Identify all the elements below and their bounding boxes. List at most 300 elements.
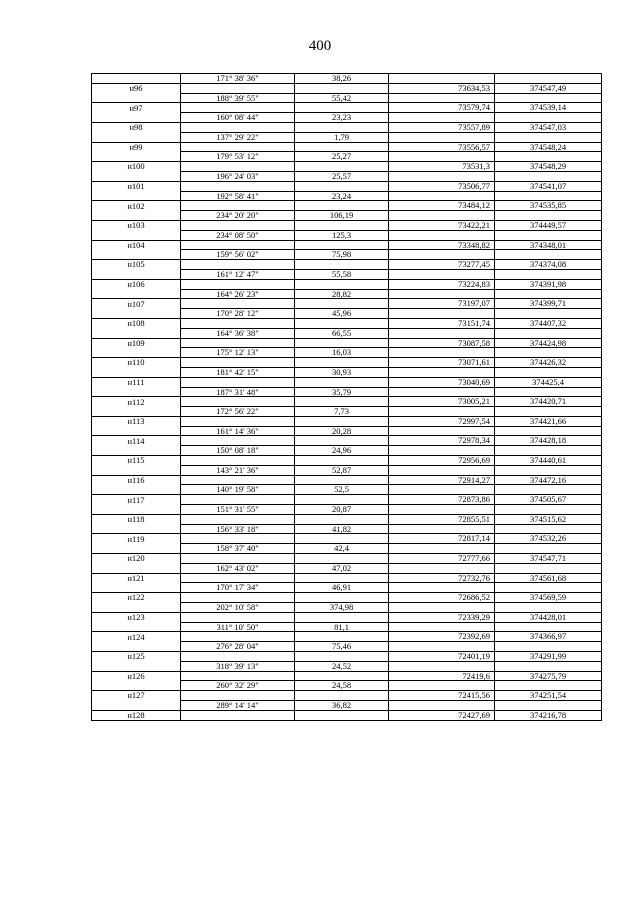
x-coordinate-cell: 73422,21: [389, 220, 495, 230]
segment-length-cell: [295, 122, 389, 132]
x-coordinate-cell: 72914,27: [389, 475, 495, 485]
x-coordinate-cell: [389, 269, 495, 279]
point-name-cell: н103: [92, 220, 181, 230]
segment-row: [92, 524, 602, 534]
x-coordinate-cell: 73531,3: [389, 162, 495, 172]
point-name-cell: [92, 328, 181, 338]
point-name-cell: н118: [92, 514, 181, 524]
segment-row: [92, 387, 602, 397]
point-name-cell: [92, 348, 181, 358]
segment-row: [92, 113, 602, 123]
y-coordinate-cell: 374532,26: [495, 534, 602, 544]
point-name-cell: н121: [92, 573, 181, 583]
x-coordinate-cell: 73557,89: [389, 122, 495, 132]
segment-length-cell: 25,27: [295, 152, 389, 162]
y-coordinate-cell: [495, 407, 602, 417]
direction-angle-cell: 175° 12' 13": [181, 348, 295, 358]
segment-length-cell: 24,52: [295, 661, 389, 671]
direction-angle-cell: 140° 19' 58": [181, 485, 295, 495]
direction-angle-cell: 187° 31' 48": [181, 387, 295, 397]
point-name-cell: н116: [92, 475, 181, 485]
point-row: [92, 240, 602, 250]
y-coordinate-cell: 374425,4: [495, 377, 602, 387]
x-coordinate-cell: 72419,6: [389, 671, 495, 681]
y-coordinate-cell: [495, 230, 602, 240]
direction-angle-cell: [181, 436, 295, 446]
x-coordinate-cell: [389, 583, 495, 593]
point-name-cell: н115: [92, 456, 181, 466]
y-coordinate-cell: [495, 622, 602, 632]
direction-angle-cell: [181, 358, 295, 368]
point-name-cell: н113: [92, 416, 181, 426]
point-name-cell: [92, 407, 181, 417]
segment-length-cell: 41,82: [295, 524, 389, 534]
segment-row: [92, 328, 602, 338]
direction-angle-cell: 311° 10' 50": [181, 622, 295, 632]
y-coordinate-cell: [495, 191, 602, 201]
point-name-cell: [92, 93, 181, 103]
segment-length-cell: [295, 652, 389, 662]
segment-row: [92, 446, 602, 456]
segment-length-cell: 75,98: [295, 250, 389, 260]
x-coordinate-cell: [389, 681, 495, 691]
y-coordinate-cell: 374547,03: [495, 122, 602, 132]
x-coordinate-cell: 73348,82: [389, 240, 495, 250]
direction-angle-cell: [181, 456, 295, 466]
segment-length-cell: 20,87: [295, 505, 389, 515]
segment-length-cell: [295, 573, 389, 583]
segment-length-cell: [295, 691, 389, 701]
segment-length-cell: 75,46: [295, 642, 389, 652]
point-name-cell: н120: [92, 554, 181, 564]
y-coordinate-cell: [495, 387, 602, 397]
point-row: [92, 514, 602, 524]
y-coordinate-cell: 374428,01: [495, 612, 602, 622]
y-coordinate-cell: [495, 113, 602, 123]
segment-row: [92, 465, 602, 475]
point-name-cell: н97: [92, 103, 181, 113]
segment-length-cell: [295, 279, 389, 289]
point-row: [92, 142, 602, 152]
direction-angle-cell: 164° 36' 38": [181, 328, 295, 338]
direction-angle-cell: 171° 38' 36": [181, 74, 295, 84]
y-coordinate-cell: 374440,61: [495, 456, 602, 466]
x-coordinate-cell: 73151,74: [389, 318, 495, 328]
direction-angle-cell: [181, 122, 295, 132]
table-body: [92, 74, 602, 721]
y-coordinate-cell: 374348,01: [495, 240, 602, 250]
direction-angle-cell: 143° 21' 36": [181, 465, 295, 475]
segment-length-cell: [295, 416, 389, 426]
x-coordinate-cell: 72817,14: [389, 534, 495, 544]
point-name-cell: н111: [92, 377, 181, 387]
point-name-cell: [92, 465, 181, 475]
direction-angle-cell: 192° 58' 41": [181, 191, 295, 201]
point-name-cell: [92, 701, 181, 711]
direction-angle-cell: 164° 26' 23": [181, 289, 295, 299]
direction-angle-cell: 276° 28' 04": [181, 642, 295, 652]
y-coordinate-cell: [495, 563, 602, 573]
direction-angle-cell: [181, 201, 295, 211]
y-coordinate-cell: [495, 328, 602, 338]
point-name-cell: [92, 309, 181, 319]
segment-length-cell: [295, 201, 389, 211]
point-name-cell: н112: [92, 397, 181, 407]
direction-angle-cell: 170° 28' 12": [181, 309, 295, 319]
point-name-cell: н100: [92, 162, 181, 172]
segment-row: [92, 407, 602, 417]
segment-length-cell: [295, 514, 389, 524]
segment-row: [92, 250, 602, 260]
point-name-cell: [92, 681, 181, 691]
segment-length-cell: 45,96: [295, 309, 389, 319]
x-coordinate-cell: 73634,53: [389, 83, 495, 93]
point-name-cell: [92, 289, 181, 299]
segment-row: [92, 230, 602, 240]
direction-angle-cell: 181° 42' 15": [181, 367, 295, 377]
x-coordinate-cell: 72732,76: [389, 573, 495, 583]
y-coordinate-cell: [495, 524, 602, 534]
segment-length-cell: 20,28: [295, 426, 389, 436]
direction-angle-cell: 150° 08' 18": [181, 446, 295, 456]
point-row: [92, 318, 602, 328]
point-row: [92, 495, 602, 505]
direction-angle-cell: [181, 338, 295, 348]
segment-length-cell: 23,23: [295, 113, 389, 123]
point-row: [92, 338, 602, 348]
direction-angle-cell: 160° 08' 44": [181, 113, 295, 123]
x-coordinate-cell: [389, 485, 495, 495]
y-coordinate-cell: 374421,66: [495, 416, 602, 426]
direction-angle-cell: [181, 632, 295, 642]
x-coordinate-cell: [389, 132, 495, 142]
segment-row: [92, 309, 602, 319]
segment-length-cell: 81,1: [295, 622, 389, 632]
segment-length-cell: [295, 397, 389, 407]
direction-angle-cell: 161° 12' 47": [181, 269, 295, 279]
y-coordinate-cell: 374216,78: [495, 710, 602, 720]
x-coordinate-cell: [389, 230, 495, 240]
x-coordinate-cell: [389, 407, 495, 417]
segment-length-cell: 36,82: [295, 701, 389, 711]
segment-length-cell: [295, 593, 389, 603]
x-coordinate-cell: 72956,69: [389, 456, 495, 466]
x-coordinate-cell: 73484,12: [389, 201, 495, 211]
segment-row: [92, 485, 602, 495]
point-name-cell: [92, 426, 181, 436]
direction-angle-cell: [181, 691, 295, 701]
segment-row: [92, 681, 602, 691]
segment-length-cell: [295, 436, 389, 446]
direction-angle-cell: 151° 31' 55": [181, 505, 295, 515]
y-coordinate-cell: [495, 681, 602, 691]
segment-length-cell: [295, 377, 389, 387]
segment-length-cell: [295, 103, 389, 113]
x-coordinate-cell: [389, 563, 495, 573]
direction-angle-cell: [181, 142, 295, 152]
y-coordinate-cell: [495, 171, 602, 181]
segment-length-cell: [295, 299, 389, 309]
y-coordinate-cell: 374449,57: [495, 220, 602, 230]
y-coordinate-cell: 374561,68: [495, 573, 602, 583]
point-row: [92, 593, 602, 603]
y-coordinate-cell: 374426,32: [495, 358, 602, 368]
x-coordinate-cell: [389, 289, 495, 299]
segment-row: [92, 661, 602, 671]
point-name-cell: н99: [92, 142, 181, 152]
segment-row: [92, 642, 602, 652]
segment-row: [92, 152, 602, 162]
segment-row: [92, 171, 602, 181]
direction-angle-cell: [181, 318, 295, 328]
point-name-cell: [92, 230, 181, 240]
x-coordinate-cell: 72873,86: [389, 495, 495, 505]
y-coordinate-cell: [495, 93, 602, 103]
point-name-cell: [92, 387, 181, 397]
y-coordinate-cell: 374515,62: [495, 514, 602, 524]
point-row: [92, 573, 602, 583]
point-row: [92, 456, 602, 466]
point-row: [92, 397, 602, 407]
survey-coordinates-table: [91, 73, 602, 721]
x-coordinate-cell: 73040,69: [389, 377, 495, 387]
direction-angle-cell: 234° 08' 50": [181, 230, 295, 240]
point-name-cell: [92, 544, 181, 554]
y-coordinate-cell: 374391,98: [495, 279, 602, 289]
direction-angle-cell: [181, 710, 295, 720]
point-name-cell: н98: [92, 122, 181, 132]
segment-length-cell: [295, 554, 389, 564]
point-name-cell: н124: [92, 632, 181, 642]
segment-length-cell: [295, 475, 389, 485]
point-name-cell: н114: [92, 436, 181, 446]
point-row: [92, 632, 602, 642]
y-coordinate-cell: 374541,07: [495, 181, 602, 191]
point-name-cell: н123: [92, 612, 181, 622]
x-coordinate-cell: [389, 152, 495, 162]
segment-length-cell: 52,5: [295, 485, 389, 495]
point-row: [92, 122, 602, 132]
direction-angle-cell: [181, 397, 295, 407]
x-coordinate-cell: 72686,52: [389, 593, 495, 603]
x-coordinate-cell: 73087,58: [389, 338, 495, 348]
direction-angle-cell: [181, 240, 295, 250]
y-coordinate-cell: 374505,67: [495, 495, 602, 505]
y-coordinate-cell: [495, 505, 602, 515]
segment-length-cell: 23,24: [295, 191, 389, 201]
point-name-cell: н109: [92, 338, 181, 348]
segment-length-cell: [295, 671, 389, 681]
direction-angle-cell: [181, 181, 295, 191]
direction-angle-cell: [181, 573, 295, 583]
segment-length-cell: [295, 260, 389, 270]
direction-angle-cell: 158° 37' 40": [181, 544, 295, 554]
segment-length-cell: [295, 710, 389, 720]
segment-row: [92, 74, 602, 84]
segment-row: [92, 544, 602, 554]
segment-length-cell: [295, 632, 389, 642]
y-coordinate-cell: [495, 485, 602, 495]
y-coordinate-cell: [495, 701, 602, 711]
point-name-cell: н101: [92, 181, 181, 191]
x-coordinate-cell: 73506,77: [389, 181, 495, 191]
y-coordinate-cell: [495, 289, 602, 299]
point-name-cell: [92, 211, 181, 221]
x-coordinate-cell: 73071,61: [389, 358, 495, 368]
y-coordinate-cell: [495, 348, 602, 358]
point-name-cell: [92, 367, 181, 377]
y-coordinate-cell: [495, 74, 602, 84]
direction-angle-cell: [181, 652, 295, 662]
point-row: [92, 201, 602, 211]
segment-row: [92, 269, 602, 279]
direction-angle-cell: 179° 53' 12": [181, 152, 295, 162]
x-coordinate-cell: [389, 93, 495, 103]
segment-length-cell: [295, 456, 389, 466]
segment-length-cell: [295, 162, 389, 172]
point-row: [92, 260, 602, 270]
x-coordinate-cell: [389, 367, 495, 377]
x-coordinate-cell: [389, 250, 495, 260]
segment-row: [92, 348, 602, 358]
y-coordinate-cell: [495, 446, 602, 456]
x-coordinate-cell: 72401,19: [389, 652, 495, 662]
point-name-cell: н96: [92, 83, 181, 93]
x-coordinate-cell: 73224,83: [389, 279, 495, 289]
direction-angle-cell: 318° 39' 13": [181, 661, 295, 671]
y-coordinate-cell: [495, 583, 602, 593]
y-coordinate-cell: [495, 465, 602, 475]
point-name-cell: н126: [92, 671, 181, 681]
segment-length-cell: 25,57: [295, 171, 389, 181]
point-name-cell: н104: [92, 240, 181, 250]
segment-length-cell: [295, 534, 389, 544]
segment-length-cell: [295, 181, 389, 191]
point-name-cell: н125: [92, 652, 181, 662]
segment-length-cell: 52,87: [295, 465, 389, 475]
point-name-cell: н102: [92, 201, 181, 211]
point-name-cell: н122: [92, 593, 181, 603]
x-coordinate-cell: 73556,57: [389, 142, 495, 152]
y-coordinate-cell: 374548,29: [495, 162, 602, 172]
segment-length-cell: [295, 240, 389, 250]
direction-angle-cell: 170° 17' 34": [181, 583, 295, 593]
direction-angle-cell: 202° 10' 58": [181, 603, 295, 613]
direction-angle-cell: [181, 612, 295, 622]
point-row: [92, 436, 602, 446]
segment-length-cell: 55,58: [295, 269, 389, 279]
y-coordinate-cell: 374366,97: [495, 632, 602, 642]
x-coordinate-cell: 73579,74: [389, 103, 495, 113]
point-name-cell: [92, 250, 181, 260]
x-coordinate-cell: [389, 622, 495, 632]
segment-length-cell: 1,79: [295, 132, 389, 142]
direction-angle-cell: 137° 29' 22": [181, 132, 295, 142]
point-name-cell: [92, 485, 181, 495]
y-coordinate-cell: [495, 132, 602, 142]
segment-length-cell: 42,4: [295, 544, 389, 554]
point-row: [92, 220, 602, 230]
point-name-cell: н110: [92, 358, 181, 368]
x-coordinate-cell: 73197,07: [389, 299, 495, 309]
direction-angle-cell: [181, 534, 295, 544]
point-name-cell: н117: [92, 495, 181, 505]
point-name-cell: [92, 132, 181, 142]
direction-angle-cell: [181, 299, 295, 309]
direction-angle-cell: 289° 14' 14": [181, 701, 295, 711]
x-coordinate-cell: [389, 642, 495, 652]
segment-length-cell: 30,93: [295, 367, 389, 377]
point-name-cell: н119: [92, 534, 181, 544]
direction-angle-cell: [181, 671, 295, 681]
direction-angle-cell: [181, 279, 295, 289]
segment-row: [92, 622, 602, 632]
direction-angle-cell: [181, 593, 295, 603]
point-name-cell: [92, 642, 181, 652]
point-row: [92, 534, 602, 544]
point-name-cell: [92, 583, 181, 593]
segment-length-cell: 16,03: [295, 348, 389, 358]
y-coordinate-cell: 374539,14: [495, 103, 602, 113]
segment-length-cell: 374,98: [295, 603, 389, 613]
x-coordinate-cell: 73277,45: [389, 260, 495, 270]
direction-angle-cell: [181, 162, 295, 172]
y-coordinate-cell: 374569,59: [495, 593, 602, 603]
x-coordinate-cell: 73005,21: [389, 397, 495, 407]
y-coordinate-cell: [495, 642, 602, 652]
y-coordinate-cell: 374275,79: [495, 671, 602, 681]
direction-angle-cell: 161° 14' 36": [181, 426, 295, 436]
point-row: [92, 377, 602, 387]
y-coordinate-cell: 374548,24: [495, 142, 602, 152]
x-coordinate-cell: 72777,66: [389, 554, 495, 564]
segment-length-cell: [295, 612, 389, 622]
point-row: [92, 710, 602, 720]
y-coordinate-cell: [495, 309, 602, 319]
segment-row: [92, 603, 602, 613]
point-name-cell: [92, 113, 181, 123]
y-coordinate-cell: 374399,71: [495, 299, 602, 309]
point-name-cell: [92, 661, 181, 671]
x-coordinate-cell: [389, 211, 495, 221]
direction-angle-cell: 172° 56' 22": [181, 407, 295, 417]
segment-row: [92, 289, 602, 299]
point-row: [92, 162, 602, 172]
segment-row: [92, 191, 602, 201]
y-coordinate-cell: 374535,85: [495, 201, 602, 211]
point-name-cell: н107: [92, 299, 181, 309]
segment-row: [92, 426, 602, 436]
y-coordinate-cell: [495, 661, 602, 671]
segment-length-cell: [295, 495, 389, 505]
y-coordinate-cell: [495, 544, 602, 554]
x-coordinate-cell: [389, 328, 495, 338]
point-name-cell: [92, 74, 181, 84]
segment-length-cell: 47,02: [295, 563, 389, 573]
direction-angle-cell: 162° 43' 02": [181, 563, 295, 573]
direction-angle-cell: [181, 475, 295, 485]
x-coordinate-cell: 72855,51: [389, 514, 495, 524]
y-coordinate-cell: [495, 211, 602, 221]
point-name-cell: [92, 269, 181, 279]
point-row: [92, 181, 602, 191]
direction-angle-cell: [181, 416, 295, 426]
segment-length-cell: 106,19: [295, 211, 389, 221]
segment-row: [92, 563, 602, 573]
direction-angle-cell: [181, 260, 295, 270]
point-name-cell: н108: [92, 318, 181, 328]
page-number: 400: [308, 38, 332, 54]
